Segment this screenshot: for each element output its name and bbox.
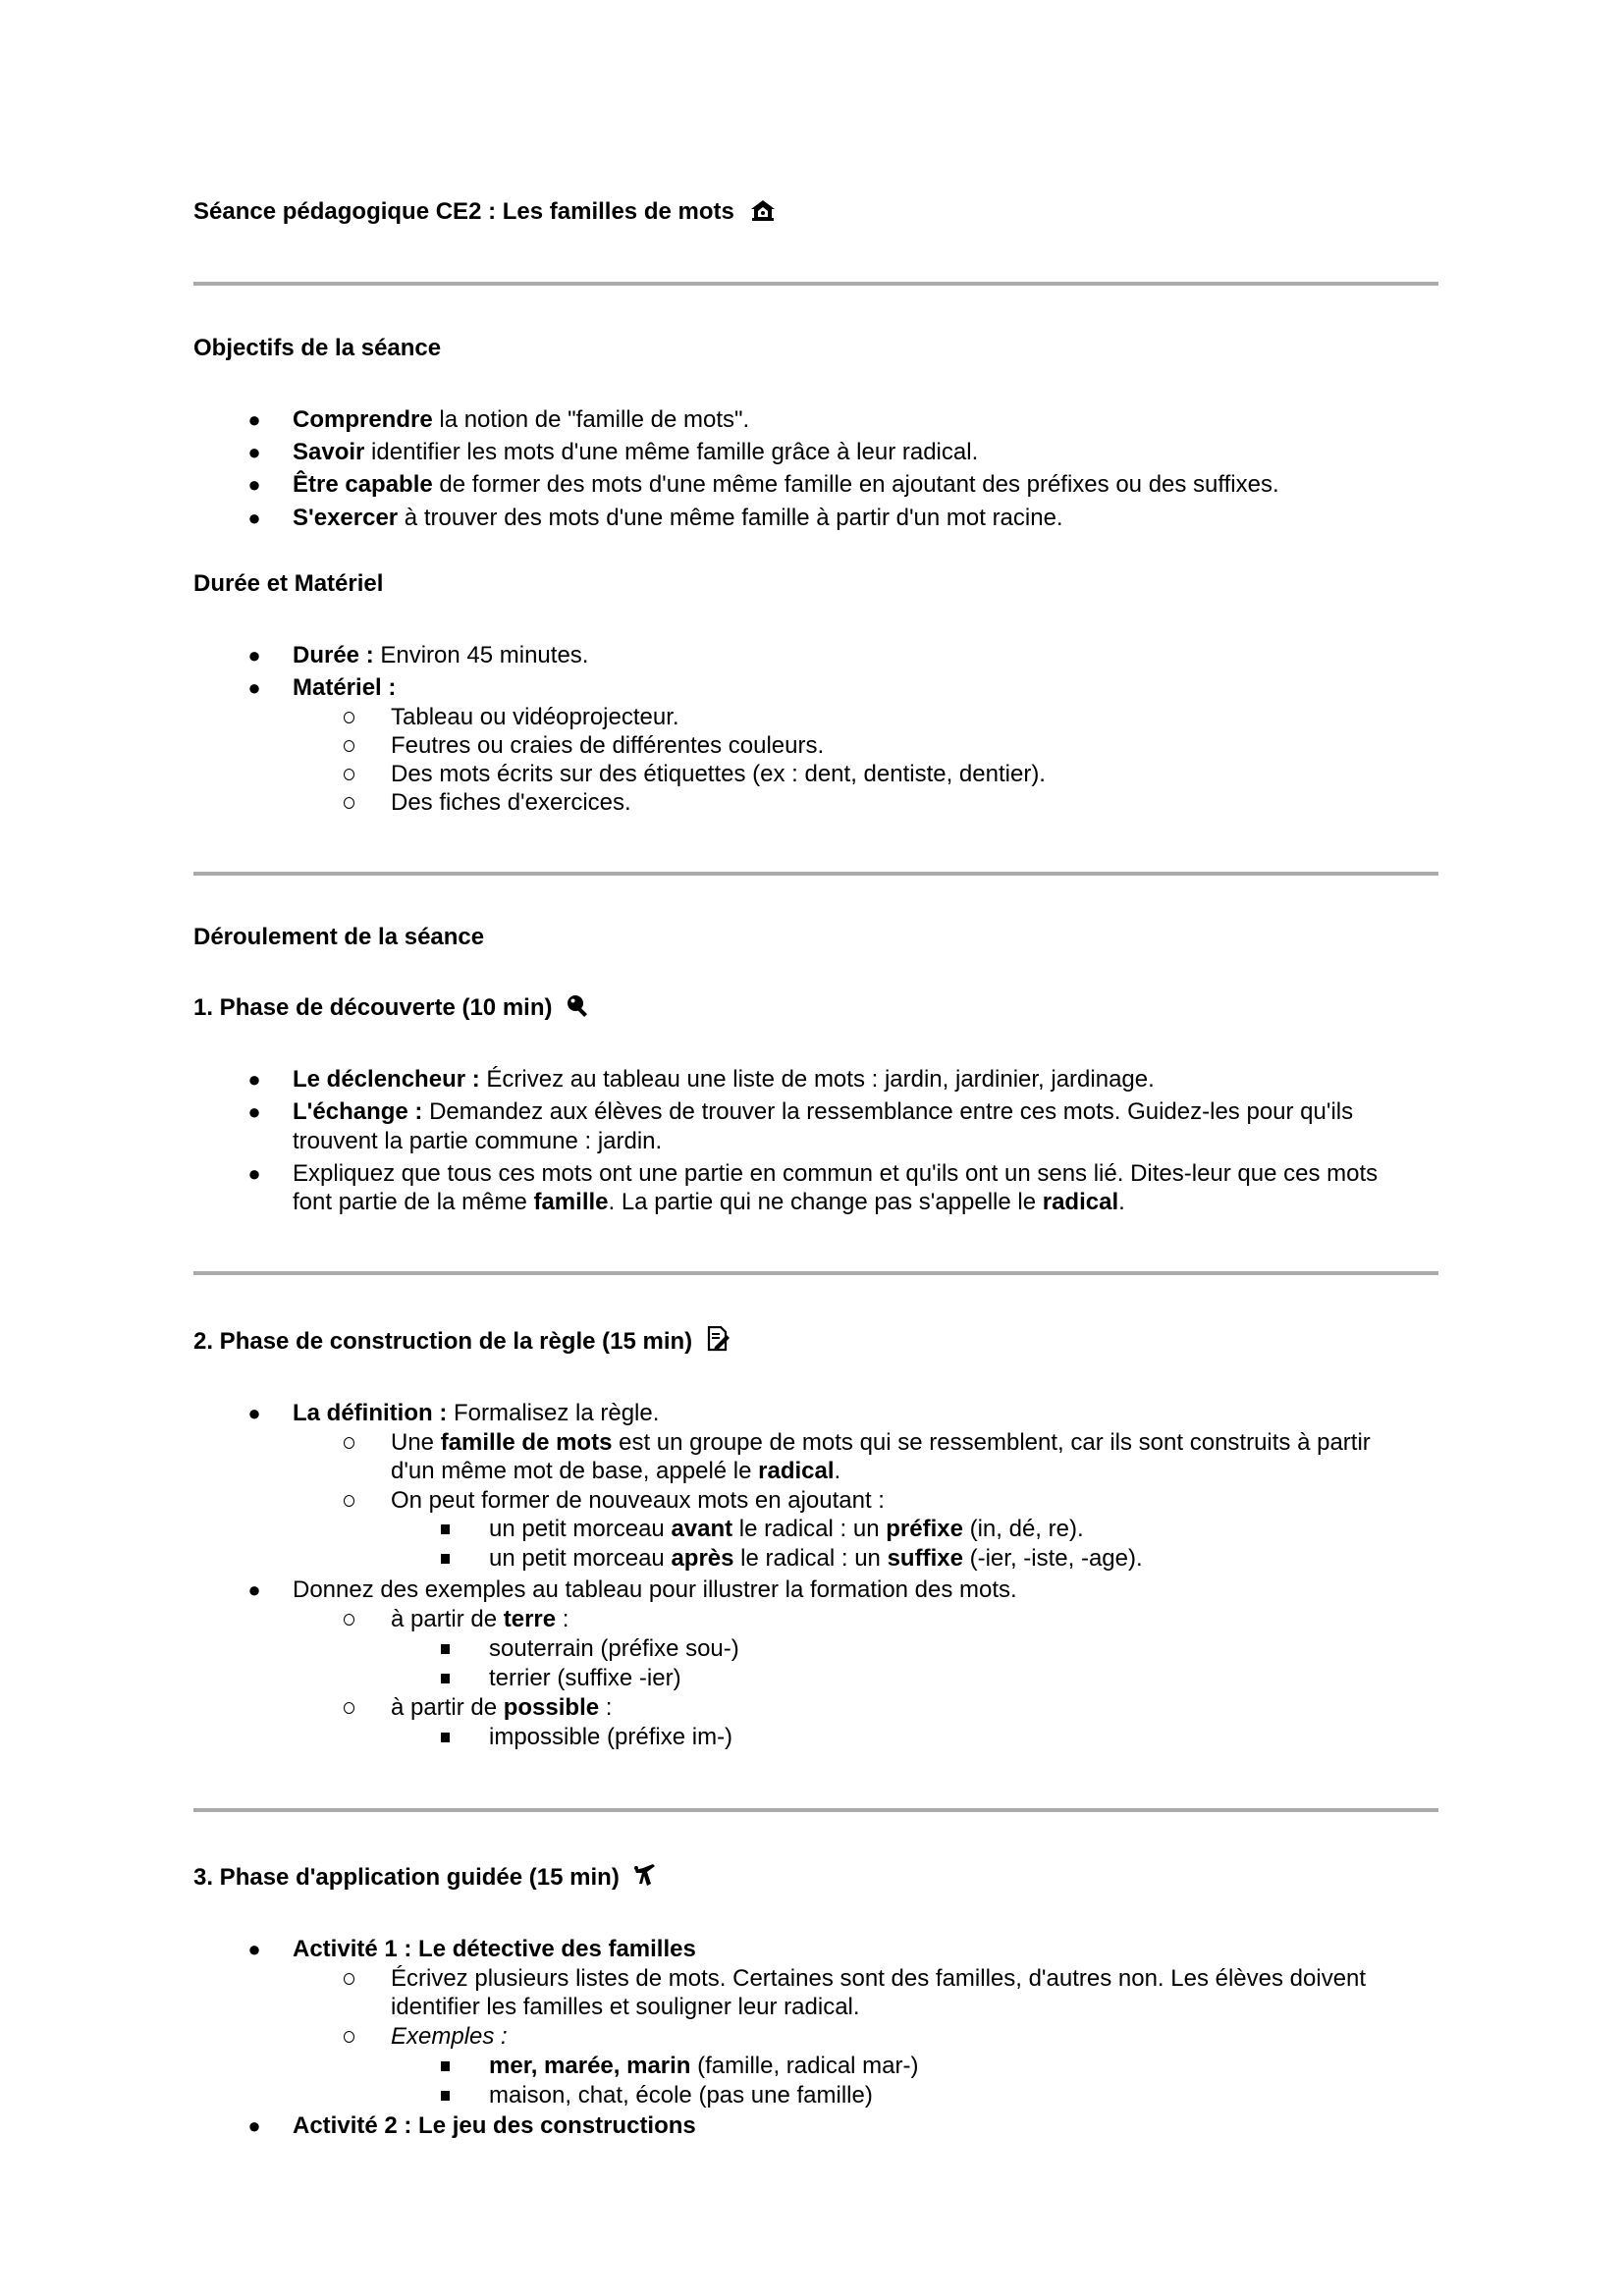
item-bold: Être capable <box>293 471 433 498</box>
document-title-text: Séance pédagogique CE2 : Les familles de mots <box>193 198 734 225</box>
bullet-icon: ● <box>247 407 261 432</box>
circle-bullet-icon <box>343 769 358 784</box>
bullet-icon: ● <box>247 1099 261 1124</box>
item-text: Expliquez que tous ces mots ont une partie en commun et qu'ils ont un sens lié. Dites-leur que ces mots <box>293 1160 1379 1187</box>
document-title <box>193 197 777 230</box>
objectives-heading: Objectifs de la séance <box>193 335 442 361</box>
horizontal-rule <box>193 1808 1438 1812</box>
item-text: . <box>834 1458 841 1484</box>
item-text: un petit morceau <box>489 1516 672 1542</box>
item-bold: préfixe <box>886 1516 963 1542</box>
bullet-icon: ● <box>247 472 261 497</box>
item-text: . <box>1118 1189 1125 1215</box>
item-text: la notion de "famille de mots". <box>432 406 750 433</box>
item-text: Une <box>391 1429 441 1456</box>
bullet-icon: ● <box>247 1067 261 1092</box>
item-text: Des fiches d'exercices. <box>391 789 631 816</box>
magnifying-glass-icon <box>567 994 590 1026</box>
item-text: un petit morceau <box>489 1545 672 1572</box>
house-family-icon <box>749 198 777 230</box>
item-text: Feutres ou craies de différentes couleurs. <box>391 732 825 759</box>
horizontal-rule <box>193 282 1438 286</box>
item-text: à partir de <box>391 1606 504 1632</box>
item-text: (-ier, -iste, -age). <box>962 1545 1143 1572</box>
item-bold: Comprendre <box>293 406 433 433</box>
item-text: identifier les familles et souligner leur radical. <box>391 1994 860 2020</box>
square-bullet-icon <box>441 2061 450 2071</box>
duration-material-heading: Durée et Matériel <box>193 570 384 597</box>
item-bold: terre <box>503 1606 557 1632</box>
item-bold: possible <box>503 1694 600 1721</box>
item-text: le radical : un <box>733 1545 888 1572</box>
circle-bullet-icon <box>343 740 358 756</box>
item-text: Donnez des exemples au tableau pour illustrer la formation des mots. <box>293 1576 1017 1603</box>
item-text: Exemples : <box>391 2023 508 2050</box>
bullet-icon: ● <box>247 506 261 530</box>
item-bold: Durée : <box>293 642 374 668</box>
square-bullet-icon <box>441 1644 450 1654</box>
item-bold: Le déclencheur : <box>293 1066 480 1093</box>
bullet-icon: ● <box>247 675 261 700</box>
item-text: Écrivez au tableau une liste de mots : jardin, jardinier, jardinage. <box>479 1066 1155 1093</box>
item-bold: famille de mots <box>440 1429 613 1456</box>
circle-bullet-icon <box>343 1702 358 1718</box>
phase2-heading <box>193 1326 731 1360</box>
square-bullet-icon <box>441 1524 450 1534</box>
item-bold: avant <box>671 1516 733 1542</box>
item-text: à trouver des mots d'une même famille à partir d'un mot racine. <box>398 505 1063 531</box>
bullet-icon: ● <box>247 643 261 667</box>
square-bullet-icon <box>441 1554 450 1564</box>
item-text: souterrain (préfixe sou-) <box>489 1635 739 1662</box>
bullet-icon: ● <box>247 440 261 464</box>
item-text: Formalisez la règle. <box>447 1400 660 1426</box>
item-text: font partie de la même <box>293 1189 534 1215</box>
item-bold: S'exercer <box>293 505 399 531</box>
item-text: On peut former de nouveaux mots en ajoutant : <box>391 1487 885 1514</box>
item-text: le radical : un <box>732 1516 887 1542</box>
item-text: Des mots écrits sur des étiquettes (ex : dent, dentiste, dentier). <box>391 761 1046 787</box>
bullet-icon: ● <box>247 1161 261 1186</box>
phase1-heading-text: 1. Phase de découverte (10 min) <box>193 994 553 1021</box>
circle-bullet-icon <box>343 797 358 813</box>
item-text: trouvent la partie commune : jardin. <box>293 1128 663 1154</box>
item-bold: suffixe <box>887 1545 963 1572</box>
item-text: impossible (préfixe im-) <box>489 1724 733 1750</box>
progress-heading: Déroulement de la séance <box>193 924 485 950</box>
juggler-icon <box>633 1862 659 1896</box>
item-text: (in, dé, re). <box>962 1516 1084 1542</box>
item-bold: après <box>671 1545 734 1572</box>
item-text: identifier les mots d'une même famille grâce à leur radical. <box>364 439 979 465</box>
phase1-heading <box>193 993 590 1026</box>
item-text: (famille, radical mar-) <box>690 2053 919 2079</box>
item-bold: radical <box>758 1458 835 1484</box>
item-bold: Matériel : <box>293 674 397 701</box>
item-text: terrier (suffixe -ier) <box>489 1665 681 1691</box>
item-text: Environ 45 minutes. <box>373 642 589 668</box>
item-bold: famille <box>533 1189 609 1215</box>
item-text: est un groupe de mots qui se ressemblent, car ils sont construits à partir <box>612 1429 1371 1456</box>
bullet-icon: ● <box>247 1401 261 1425</box>
item-text: Demandez aux élèves de trouver la ressemblance entre ces mots. Guidez-les pour qu'ils <box>422 1098 1354 1125</box>
circle-bullet-icon <box>343 1495 358 1511</box>
phase3-heading-text: 3. Phase d'application guidée (15 min) <box>193 1864 620 1891</box>
item-text: de former des mots d'une même famille en ajoutant des préfixes ou des suffixes. <box>432 471 1279 498</box>
item-text: Tableau ou vidéoprojecteur. <box>391 704 679 730</box>
circle-bullet-icon <box>343 2031 358 2047</box>
square-bullet-icon <box>441 1674 450 1683</box>
square-bullet-icon <box>441 2091 450 2101</box>
circle-bullet-icon <box>343 1437 358 1453</box>
circle-bullet-icon <box>343 1973 358 1989</box>
phase3-heading <box>193 1862 659 1896</box>
item-text: : <box>599 1694 613 1721</box>
circle-bullet-icon <box>343 712 358 727</box>
item-text: à partir de <box>391 1694 504 1721</box>
bullet-icon: ● <box>247 2113 261 2138</box>
bullet-icon: ● <box>247 1577 261 1602</box>
item-text: d'un même mot de base, appelé le <box>391 1458 759 1484</box>
item-bold: La définition : <box>293 1400 448 1426</box>
activity1-title: Activité 1 : Le détective des familles <box>293 1936 696 1962</box>
phase2-heading-text: 2. Phase de construction de la règle (15 min) <box>193 1328 693 1355</box>
item-text: : <box>556 1606 569 1632</box>
item-text: Écrivez plusieurs listes de mots. Certaines sont des familles, d'autres non. Les élèves doivent <box>391 1965 1367 1992</box>
item-text: . La partie qui ne change pas s'appelle le <box>608 1189 1043 1215</box>
horizontal-rule <box>193 872 1438 876</box>
item-text: maison, chat, école (pas une famille) <box>489 2082 873 2109</box>
horizontal-rule <box>193 1271 1438 1275</box>
item-bold: mer, marée, marin <box>489 2053 691 2079</box>
item-bold: radical <box>1042 1189 1119 1215</box>
bullet-icon: ● <box>247 1937 261 1961</box>
item-bold: Savoir <box>293 439 365 465</box>
activity2-title: Activité 2 : Le jeu des constructions <box>293 2112 696 2139</box>
memo-pencil-icon <box>707 1326 731 1360</box>
circle-bullet-icon <box>343 1614 358 1629</box>
square-bullet-icon <box>441 1733 450 1742</box>
item-bold: L'échange : <box>293 1098 423 1125</box>
